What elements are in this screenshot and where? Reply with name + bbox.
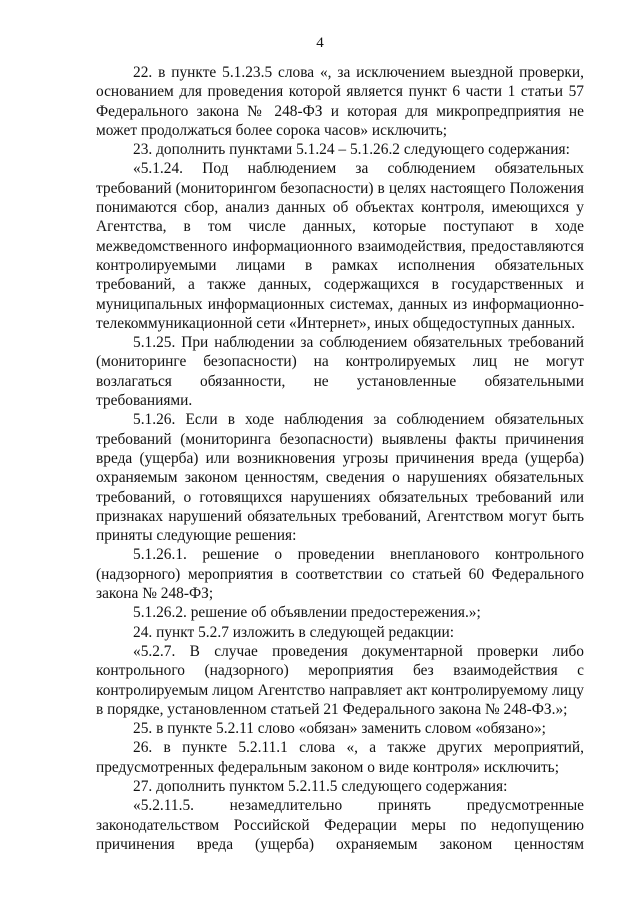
paragraph-5-1-26: 5.1.26. Если в ходе наблюдения за соблюдением обязательных требований (мониторинга безопасности) выявлены факты причинения вреда (ущерба) или возникновения угрозы причинения вреда (ущерба) охраняемым законом ценностям, сведения о нарушениях обязательных требований, о готовящихся нарушениях обязательных требований или признаках нарушений обязательных требований, Агентством могут быть приняты следующие решения: bbox=[96, 411, 584, 545]
paragraph-5-1-26-2: 5.1.26.2. решение об объявлении предостережения.»; bbox=[133, 604, 481, 622]
paragraph-5-1-26-1: 5.1.26.1. решение о проведении внепланового контрольного (надзорного) мероприятия в соответствии со статьей 60 Федерального закона № 248-ФЗ; bbox=[96, 546, 584, 603]
page-number: 4 bbox=[316, 35, 324, 51]
paragraph-item-25: 25. в пункте 5.2.11 слово «обязан» заменить словом «обязано»; bbox=[133, 720, 546, 738]
paragraph-item-26: 26. в пункте 5.2.11.1 слова «, а также других мероприятий, предусмотренных федеральным законом о виде контроля» исключить; bbox=[96, 739, 584, 776]
paragraph-5-1-24: «5.1.24. Под наблюдением за соблюдением обязательных требований (мониторингом безопасности) в целях настоящего Положения понимаются сбор, анализ данных об объектах контроля, имеющихся у Агентства, в том числе данных, которые поступают в ходе межведомственного информационного взаимодействия, предоставляются контролируемыми лицами в рамках исполнения обязательных требований, а также данных, содержащихся в государственных и муниципальных информационных системах, данных из информационно-телекоммуникационной сети «Интернет», иных общедоступных данных. bbox=[96, 160, 584, 332]
document-body bbox=[96, 63, 584, 854]
paragraph-item-22: 22. в пункте 5.1.23.5 слова «, за исключением выездной проверки, основанием для проведения которой является пункт 6 части 1 статьи 57 Федерального закона № 248-ФЗ и которая для микропредприятия не может продолжаться более сорока часов» исключить; bbox=[96, 64, 584, 139]
paragraph-5-2-7: «5.2.7. В случае проведения документарной проверки либо контрольного (надзорного) мероприятия без взаимодействия с контролируемым лицом Агентство направляет акт контролируемому лицу в порядке, установленном статьей 21 Федерального закона № 248-ФЗ.»; bbox=[96, 642, 584, 718]
paragraph-item-24: 24. пункт 5.2.7 изложить в следующей редакции: bbox=[133, 623, 454, 641]
paragraph-item-27: 27. дополнить пунктом 5.2.11.5 следующего содержания: bbox=[133, 777, 508, 795]
paragraph-5-1-25: 5.1.25. При наблюдении за соблюдением обязательных требований (мониторинге безопасности) на контролируемых лиц не могут возлагаться обязанности, не установленные обязательными требованиями. bbox=[96, 334, 584, 410]
paragraph-item-23: 23. дополнить пунктами 5.1.24 – 5.1.26.2 следующего содержания: bbox=[133, 141, 570, 159]
paragraph-5-2-11-5: «5.2.11.5. незамедлительно принять предусмотренные законодательством Российской Федерации меры по недопущению причинения вреда (ущерба) охраняемым законом ценностям bbox=[96, 797, 584, 853]
